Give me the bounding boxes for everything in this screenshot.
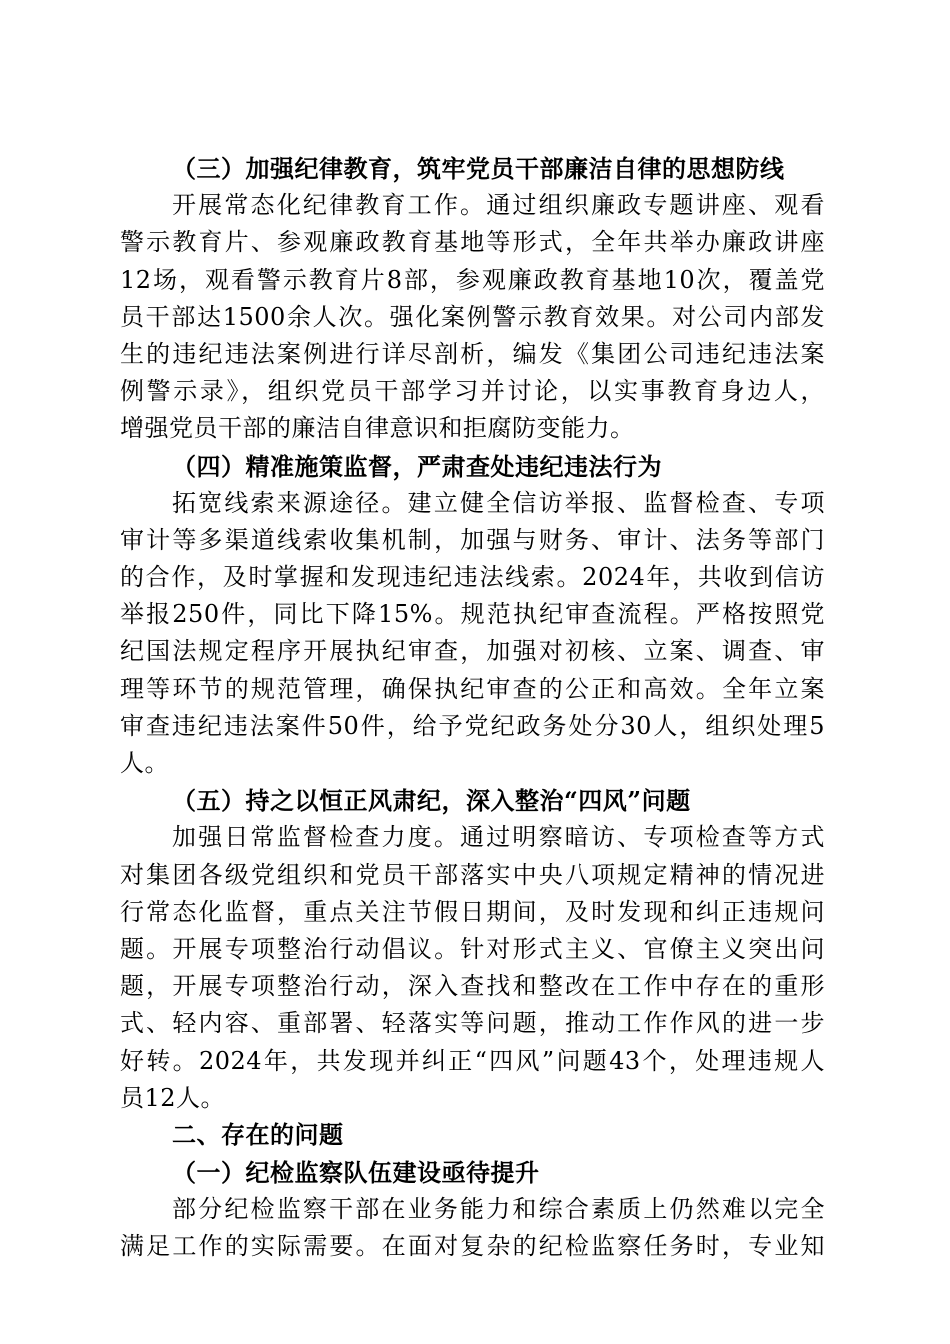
paragraph-line: 员干部达1500余人次。强化案例警示教育效果。对公司内部发 — [120, 302, 825, 331]
paragraph-line: 理等环节的规范管理，确保执纪审查的公正和高效。全年立案 — [120, 674, 825, 703]
paragraph-last-line: 增强党员干部的廉洁自律意识和拒腐防变能力。 — [120, 414, 635, 443]
paragraph-line: 好转。2024年，共发现并纠正“四风”问题43个，处理违规人 — [120, 1046, 825, 1075]
document-page — [120, 150, 825, 1266]
paragraph-line: 式、轻内容、重部署、轻落实等问题，推动工作作风的进一步 — [120, 1009, 825, 1038]
paragraph-line: 题。开展专项整治行动倡议。针对形式主义、官僚主义突出问 — [120, 934, 825, 963]
paragraph-line: 对集团各级党组织和党员干部落实中央八项规定精神的情况进 — [120, 860, 825, 889]
paragraph-line: 满足工作的实际需要。在面对复杂的纪检监察任务时，专业知 — [120, 1232, 825, 1261]
paragraph-line: 生的违纪违法案例进行详尽剖析，编发《集团公司违纪违法案 — [120, 339, 825, 368]
paragraph-first-line: 拓宽线索来源途径。建立健全信访举报、监督检查、专项 — [172, 488, 825, 517]
paragraph-last-line: 人。 — [120, 749, 169, 777]
paragraph-first-line: 开展常态化纪律教育工作。通过组织廉政专题讲座、观看 — [172, 191, 825, 220]
paragraph-line: 行常态化监督，重点关注节假日期间，及时发现和纠正违规问 — [120, 897, 825, 926]
paragraph-line: 举报250件，同比下降15%。规范执纪审查流程。严格按照党 — [120, 600, 825, 629]
paragraph-line: 审计等多渠道线索收集机制，加强与财务、审计、法务等部门 — [120, 525, 825, 554]
paragraph-line: 例警示录》，组织党员干部学习并讨论，以实事教育身边人， — [120, 377, 825, 406]
paragraph-line: 纪国法规定程序开展执纪审查，加强对初核、立案、调查、审 — [120, 637, 825, 666]
section-heading: 二、存在的问题 — [172, 1120, 344, 1149]
paragraph-last-line: 员12人。 — [120, 1083, 226, 1112]
paragraph-line: 警示教育片、参观廉政教育基地等形式，全年共举办廉政讲座 — [120, 228, 825, 257]
paragraph-line: 的合作，及时掌握和发现违纪违法线索。2024年，共收到信访 — [120, 563, 825, 592]
paragraph-first-line: 加强日常监督检查力度。通过明察暗访、专项检查等方式 — [172, 823, 825, 852]
section-subheading: （四）精准施策监督，严肃查处违纪违法行为 — [172, 451, 662, 481]
paragraph-line: 12场，观看警示教育片8部，参观廉政教育基地10次，覆盖党 — [120, 265, 825, 294]
paragraph-line: 审查违纪违法案件50件，给予党纪政务处分30人，组织处理5 — [120, 711, 825, 740]
section-subheading: （一）纪检监察队伍建设亟待提升 — [172, 1158, 540, 1188]
paragraph-first-line: 部分纪检监察干部在业务能力和综合素质上仍然难以完全 — [172, 1195, 825, 1224]
paragraph-line: 题，开展专项整治行动，深入查找和整改在工作中存在的重形 — [120, 972, 825, 1001]
section-subheading: （五）持之以恒正风肃纪，深入整治“四风”问题 — [172, 786, 691, 816]
section-subheading: （三）加强纪律教育，筑牢党员干部廉洁自律的思想防线 — [172, 154, 785, 183]
